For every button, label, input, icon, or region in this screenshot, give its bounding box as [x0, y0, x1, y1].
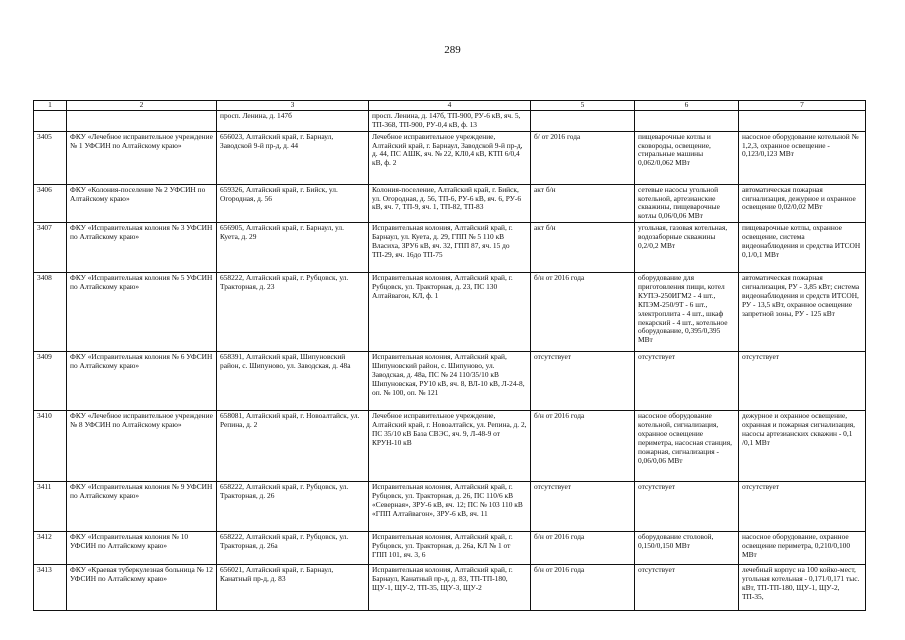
cell-safety-equipment: дежурное и охранное освещение, охранная и пожарная сигнализация, насосы артезианских скважин - 0,1 /0,1 МВт	[739, 411, 866, 482]
column-number: 1	[34, 101, 67, 111]
table-row	[34, 223, 866, 273]
cell-connection: Исправительная колония, Алтайский край, г. Барнаул, Канатный пр-д, д. 83, ТП-ТП-180, ЩУ-1, ЩУ-2, ТП-35, ЩУ-3, ЩУ-2	[369, 565, 531, 611]
cell-address: 658222, Алтайский край, г. Рубцовск, ул. Тракторная, д. 26а	[217, 532, 369, 565]
cell-address: 656905, Алтайский край, г. Барнаул, ул. Куета, д. 29	[217, 223, 369, 273]
cell-equipment: отсутствует	[635, 565, 739, 611]
cell-connection: Исправительная колония, Алтайский край, г. Барнаул, ул. Куета, д. 29, ГПП № 5 110 кВ Власиха, ЗРУ6 кВ, яч. 32, ГПП 87, яч. 15 до ТП-29, яч. 16до ТП-75	[369, 223, 531, 273]
cell-act	[531, 110, 635, 131]
cell-organization: ФКУ «Краевая туберкулезная больница № 12 УФСИН по Алтайскому краю»	[67, 565, 217, 611]
table-row	[34, 131, 866, 184]
cell-equipment: сетевые насосы угольной котельной, артезианские скважины, пищеварочные котлы 0,06/0,06 МВт	[635, 184, 739, 223]
cell-address: 658222, Алтайский край, г. Рубцовск, ул. Тракторная, д. 26	[217, 482, 369, 532]
cell-safety-equipment	[739, 110, 866, 131]
cell-number: 3411	[34, 482, 67, 532]
cell-safety-equipment: насосное оборудование котельной № 1,2,3, охранное освещение - 0,123/0,123 МВт	[739, 131, 866, 184]
cell-connection: Колония-поселение, Алтайский край, г. Бийск, ул. Огородная, д. 56, ТП-6, РУ-6 кВ, яч. 6, РУ-6 кВ, яч. 7, ТП-9, яч. 1, ТП-82, ТП-83	[369, 184, 531, 223]
cell-address: 656021, Алтайский край, г. Барнаул, Канатный пр-д, д. 83	[217, 565, 369, 611]
cell-organization	[67, 110, 217, 131]
cell-number: 3407	[34, 223, 67, 273]
cell-connection: Исправительная колония, Алтайский край, г. Рубцовск, ул. Тракторная, д. 26, ПС 110/6 кВ «Северная», ЗРУ-6 кВ, яч. 12; ПС № 103 110 кВ «ГПП Алтайвагон», ЗРУ-6 кВ, яч. 11	[369, 482, 531, 532]
cell-act: отсутствует	[531, 352, 635, 411]
table-row	[34, 184, 866, 223]
cell-equipment: угольная, газовая котельная, водозаборные скважины 0,2/0,2 МВт	[635, 223, 739, 273]
cell-number: 3409	[34, 352, 67, 411]
cell-equipment: насосное оборудование котельной, сигнализация, охранное освещение периметра, насосная станция, пожарная, сигнализация - 0,06/0,06 МВт	[635, 411, 739, 482]
cell-safety-equipment: лечебный корпус на 100 койко-мест, угольная котельная - 0,171/0,171 тыс. кВт, ТП-ТП-180, ЩУ-1, ЩУ-2, ТП-35,	[739, 565, 866, 611]
cell-safety-equipment: автоматическая пожарная сигнализация, дежурное и охранное освещение 0,02/0,02 МВт	[739, 184, 866, 223]
cell-safety-equipment: насосное оборудование, охранное освещение периметра, 0,210/0,100 МВт	[739, 532, 866, 565]
continuation-row	[34, 110, 866, 131]
cell-equipment: отсутствует	[635, 352, 739, 411]
cell-equipment: отсутствует	[635, 482, 739, 532]
cell-act: б/н от 2016 года	[531, 273, 635, 352]
cell-equipment	[635, 110, 739, 131]
cell-organization: ФКУ «Лечебное исправительное учреждение № 8 УФСИН по Алтайскому краю»	[67, 411, 217, 482]
cell-address: 658081, Алтайский край, г. Новоалтайск, ул. Репина, д. 2	[217, 411, 369, 482]
cell-number: 3406	[34, 184, 67, 223]
cell-connection: Лечебное исправительное учреждение, Алтайский край, г. Новоалтайск, ул. Репина, д. 2, ПС 35/10 кВ База СВЭС, яч. 9, Л-48-9 от КРУН-10 кВ	[369, 411, 531, 482]
column-number: 7	[739, 101, 866, 111]
cell-connection: Исправительная колония, Алтайский край, г. Рубцовск, ул. Тракторная, д. 26а, КЛ № 1 от ГПП 101, яч. 3, 6	[369, 532, 531, 565]
cell-equipment: пищеварочные котлы и сковороды, освещение, стиральные машины 0,062/0,062 МВт	[635, 131, 739, 184]
cell-address: 658391, Алтайский край, Шипуновский район, с. Шипуново, ул. Заводская, д. 48а	[217, 352, 369, 411]
document-table	[33, 100, 866, 611]
cell-safety-equipment: отсутствует	[739, 482, 866, 532]
cell-act: б/н от 2016 года	[531, 532, 635, 565]
cell-connection: Исправительная колония, Алтайский край, Шипуновский район, с. Шипуново, ул. Заводская, д. 48а, ПС № 24 110/35/10 кВ Шипуновская, РУ10 кВ, яч. 8, ВЛ-10 кВ, Л-24-8, оп. № 100, оп. № 121	[369, 352, 531, 411]
cell-organization: ФКУ «Исправительная колония № 10 УФСИН по Алтайскому краю»	[67, 532, 217, 565]
cell-act: акт б/н	[531, 223, 635, 273]
cell-act: акт б/н	[531, 184, 635, 223]
cell-number: 3405	[34, 131, 67, 184]
cell-organization: ФКУ «Исправительная колония № 6 УФСИН по Алтайскому краю»	[67, 352, 217, 411]
column-number: 5	[531, 101, 635, 111]
cell-number: 3410	[34, 411, 67, 482]
column-number: 6	[635, 101, 739, 111]
page-number: 289	[444, 44, 461, 56]
cell-address: 659326, Алтайский край, г. Бийск, ул. Огородная, д. 56	[217, 184, 369, 223]
cell-safety-equipment: отсутствует	[739, 352, 866, 411]
cell-number: 3408	[34, 273, 67, 352]
cell-organization: ФКУ «Колония-поселение № 2 УФСИН по Алтайскому краю»	[67, 184, 217, 223]
cell-connection: Лечебное исправительное учреждение, Алтайский край, г. Барнаул, Заводской 9-й пр-д, д. 44, ПС АШК, яч. № 22, КЛ0,4 кВ, КТП 6/0,4 кВ, ф. 2	[369, 131, 531, 184]
cell-organization: ФКУ «Исправительная колония № 9 УФСИН по Алтайскому краю»	[67, 482, 217, 532]
column-number: 4	[369, 101, 531, 111]
cell-equipment: оборудование для приготовления пищи, котел КУПЭ-250ИГМ2 - 4 шт., КПЭМ-250/9Т - 6 шт., электроплита - 4 шт., шкаф пекарский - 4 шт., котельное оборудование, 0,395/0,395 МВт	[635, 273, 739, 352]
table-row	[34, 411, 866, 482]
cell-address: просп. Ленина, д. 147б	[217, 110, 369, 131]
cell-organization: ФКУ «Лечебное исправительное учреждение № 1 УФСИН по Алтайскому краю»	[67, 131, 217, 184]
table-row	[34, 273, 866, 352]
cell-organization: ФКУ «Исправительная колония № 5 УФСИН по Алтайскому краю»	[67, 273, 217, 352]
cell-organization: ФКУ «Исправительная колония № 3 УФСИН по Алтайскому краю»	[67, 223, 217, 273]
cell-safety-equipment: пищеварочные котлы, охранное освещение, система видеонаблюдения и средства ИТСОН 0,1/0,1 МВт	[739, 223, 866, 273]
cell-connection: Исправительная колония, Алтайский край, г. Рубцовск, ул. Тракторная, д. 23, ПС 130 Алтайвагон, КЛ, ф. 1	[369, 273, 531, 352]
cell-address: 658222, Алтайский край, г. Рубцовск, ул. Тракторная, д. 23	[217, 273, 369, 352]
column-number-row	[34, 101, 866, 111]
table-row	[34, 565, 866, 611]
cell-act: отсутствует	[531, 482, 635, 532]
cell-number: 3412	[34, 532, 67, 565]
table-row	[34, 532, 866, 565]
column-number: 3	[217, 101, 369, 111]
cell-address: 656023, Алтайский край, г. Барнаул, Заводской 9-й пр-д, д. 44	[217, 131, 369, 184]
cell-act: б/ от 2016 года	[531, 131, 635, 184]
cell-number	[34, 110, 67, 131]
cell-number: 3413	[34, 565, 67, 611]
cell-safety-equipment: автоматическая пожарная сигнализация, РУ - 3,85 кВт; система видеонаблюдения и средств ИТСОН, РУ - 13,5 кВт, охранное освещение запретной зоны, РУ - 125 кВт	[739, 273, 866, 352]
table-row	[34, 352, 866, 411]
table-row	[34, 482, 866, 532]
cell-connection: просп. Ленина, д. 147б, ТП-900, РУ-6 кВ, яч. 5, ТП-368, ТП-900, РУ-0,4 кВ, ф. 13	[369, 110, 531, 131]
cell-act: б/н от 2016 года	[531, 565, 635, 611]
column-number: 2	[67, 101, 217, 111]
cell-equipment: оборудование столовой, 0,150/0,150 МВт	[635, 532, 739, 565]
cell-act: б/н от 2016 года	[531, 411, 635, 482]
